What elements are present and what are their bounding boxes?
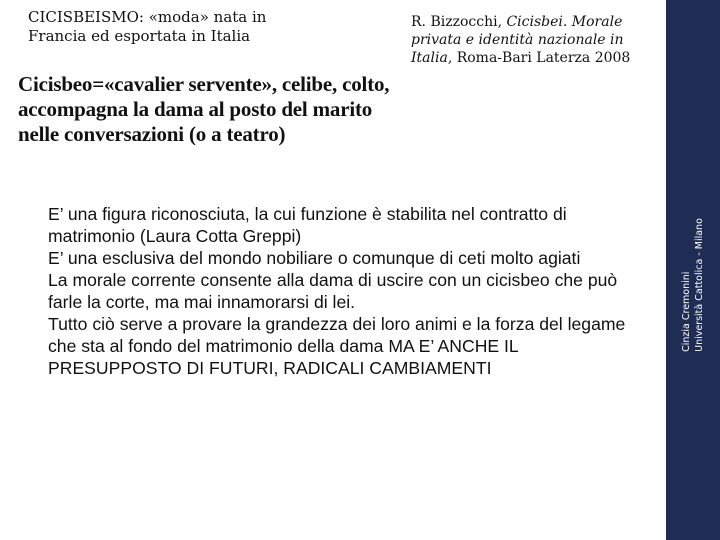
sidebar-institution: Università Cattolica - Milano bbox=[694, 218, 705, 352]
citation-publisher: , Roma-Bari Laterza 2008 bbox=[447, 50, 631, 66]
citation-author: R. Bizzocchi, bbox=[411, 14, 503, 30]
slide-title-line-1: CICISBEISMO: «moda» nata in bbox=[28, 8, 267, 26]
paragraph-nobility: E’ una esclusiva del mondo nobiliare o comunque di ceti molto agiati bbox=[48, 248, 581, 268]
bibliographic-citation bbox=[411, 13, 636, 67]
citation-work-title: Cicisbei. Morale privata e identità nazionale in Italia bbox=[411, 14, 624, 66]
body-text bbox=[48, 203, 638, 379]
paragraph-morality: La morale corrente consente alla dama di uscire con un cicisbeo che può farle la corte, ma mai innamorarsi di lei. bbox=[48, 270, 618, 312]
slide-title bbox=[28, 8, 368, 46]
paragraph-contract: E’ una figura riconosciuta, la cui funzione è stabilita nel contratto di matrimonio (Laura Cotta Greppi) bbox=[48, 204, 567, 246]
paragraph-marriage-bond: Tutto ciò serve a provare la grandezza dei loro animi e la forza del legame che sta al fondo del matrimonio della dama MA E’ ANCHE IL PRESUPPOSTO DI FUTURI, RADICALI CAMBIAMENTI bbox=[48, 314, 626, 378]
cicisbeo-definition: Cicisbeo=«cavalier servente», celibe, colto, accompagna la dama al posto del marito nelle conversazioni (o a teatro) bbox=[18, 72, 390, 146]
sidebar-author: Cinzia Cremonini bbox=[681, 271, 692, 352]
slide-title-line-2: Francia ed esportata in Italia bbox=[28, 27, 251, 45]
